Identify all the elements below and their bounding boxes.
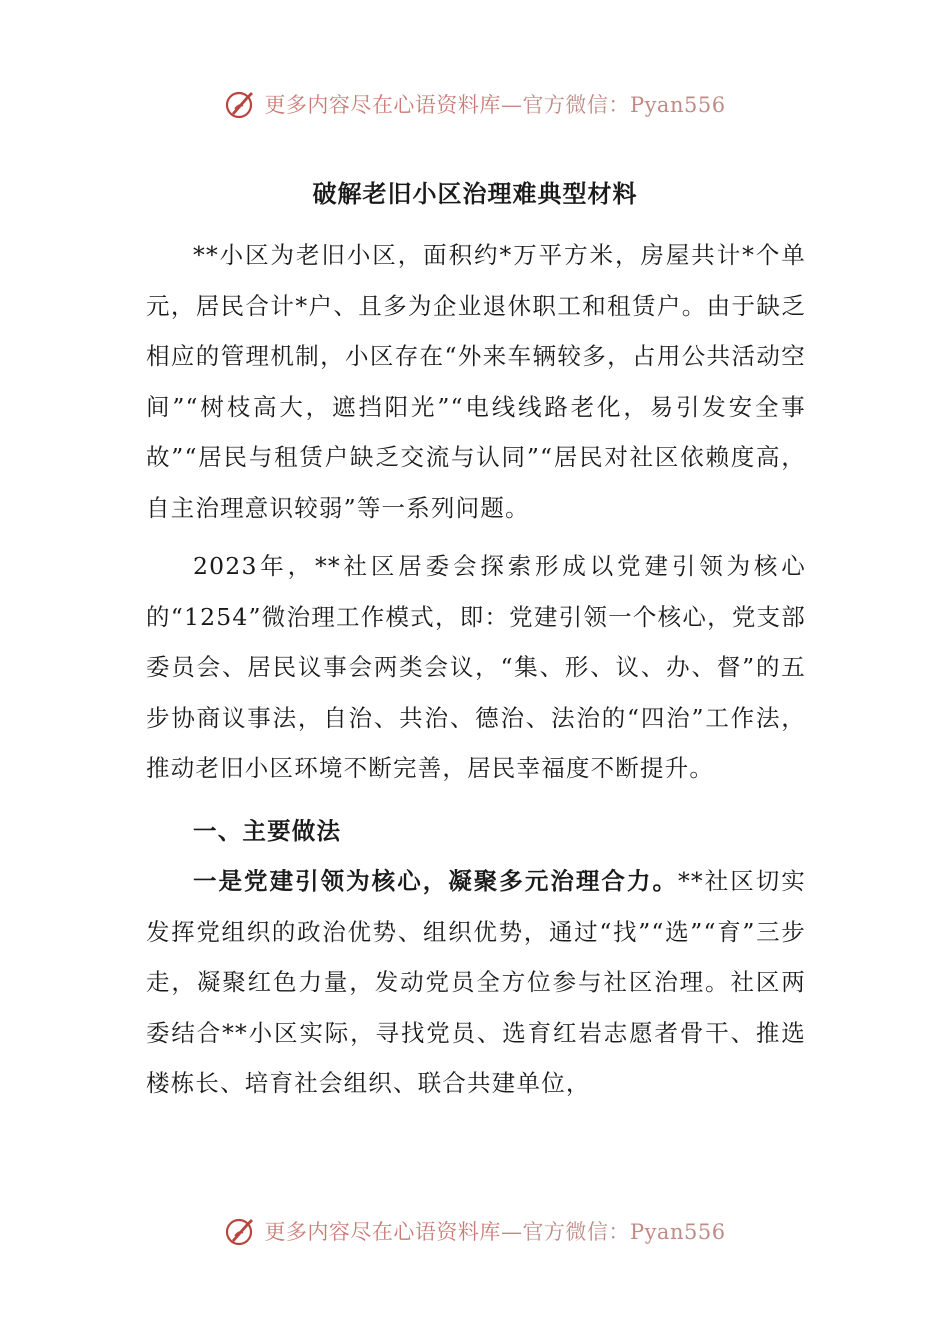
- watermark-wechat-label: 官方微信：: [522, 1220, 630, 1244]
- watermark-wechat-id: Pyan556: [629, 1220, 726, 1244]
- paragraph-body: **社区切实发挥党组织的政治优势、组织优势，通过“找”“选”“育”三步走，凝聚红色力量，发动党员全方位参与社区治理。社区两委结合**小区实际，寻找党员、选育红岩志愿者骨干、推选楼栋长、培育社会组织、联合共建单位，: [146, 867, 806, 1097]
- pen-nib-logo-icon: [224, 87, 258, 121]
- watermark-text: [264, 1216, 725, 1246]
- watermark-header: [0, 84, 950, 124]
- watermark-wechat-label: 官方微信：: [522, 93, 630, 117]
- watermark-dash: —: [500, 1220, 523, 1244]
- paragraph-intro: **小区为老旧小区，面积约*万平方米，房屋共计*个单元，居民合计*户、且多为企业退休职工和租赁户。由于缺乏相应的管理机制，小区存在“外来车辆较多，占用公共活动空间”“树枝高大，遮挡阳光”“电线线路老化，易引发安全事故”“居民与租赁户缺乏交流与认同”“居民对社区依赖度高，自主治理意识较弱”等一系列问题。: [146, 241, 806, 522]
- paragraph-lead: 一是党建引领为核心，凝聚多元治理合力。: [193, 867, 678, 895]
- document-body: [146, 230, 806, 1109]
- watermark-wechat-id: Pyan556: [629, 93, 726, 117]
- watermark-brand: 更多内容尽在心语资料库: [264, 93, 501, 117]
- watermark-brand: 更多内容尽在心语资料库: [264, 1220, 501, 1244]
- pen-nib-logo-icon: [224, 1214, 258, 1248]
- section-heading: 一、主要做法: [193, 816, 342, 845]
- watermark-footer: [0, 1211, 950, 1251]
- watermark-text: [264, 89, 725, 119]
- paragraph-model: 2023年，**社区居委会探索形成以党建引领为核心的“1254”微治理工作模式，即：党建引领一个核心，党支部委员会、居民议事会两类会议，“集、形、议、办、督”的五步协商议事法，自治、共治、德治、法治的“四治”工作法，推动老旧小区环境不断完善，居民幸福度不断提升。: [146, 552, 806, 782]
- document-title: 破解老旧小区治理难典型材料: [312, 179, 638, 208]
- watermark-dash: —: [500, 93, 523, 117]
- paragraph-practice-1: [146, 856, 806, 1109]
